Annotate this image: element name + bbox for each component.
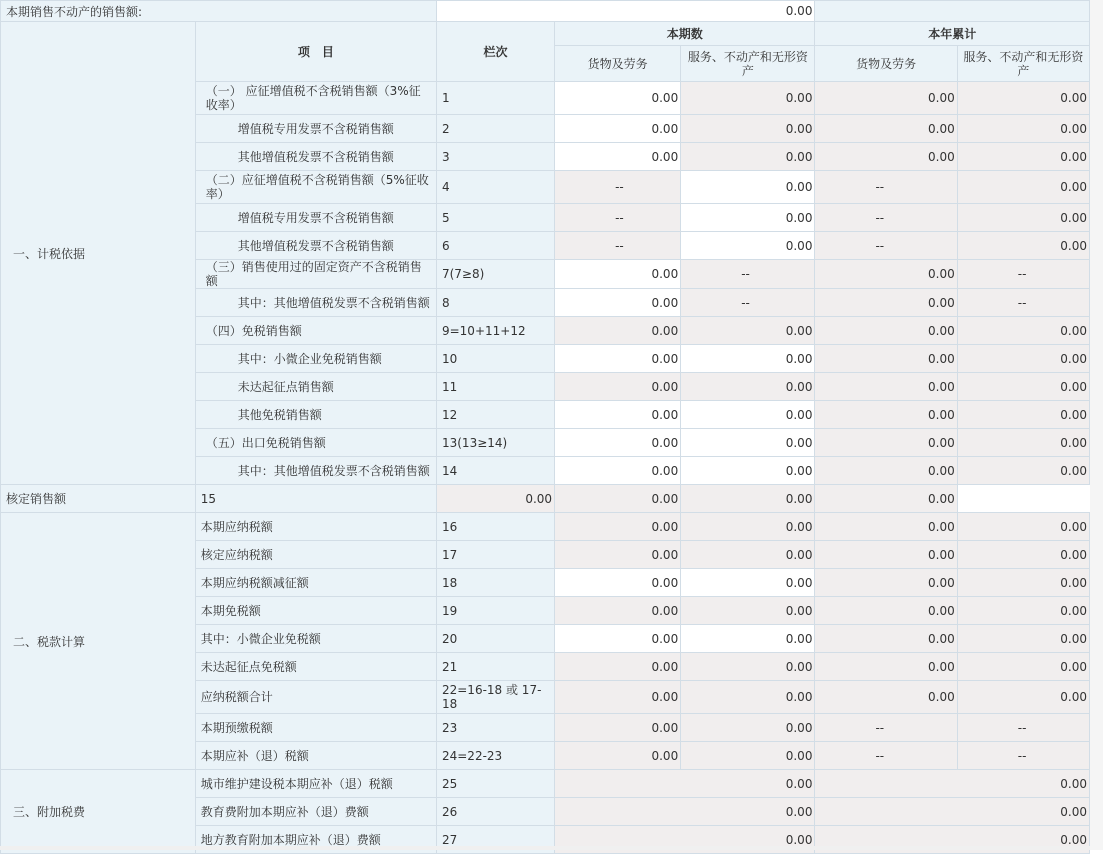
goods-current-input[interactable]: 0.00 (555, 115, 681, 143)
section-tax-basis: 一、计税依据 (1, 22, 196, 485)
services-current-input[interactable]: 0.00 (681, 569, 815, 597)
row-col-number: 24=22-23 (436, 742, 554, 770)
services-current-value: 0.00 (681, 82, 815, 115)
row-col-number: 14 (436, 457, 554, 485)
row-col-number: 22=16-18 或 17-18 (436, 681, 554, 714)
services-current-value: 0.00 (555, 485, 681, 513)
row-item-label: 本期应纳税额减征额 (195, 569, 436, 597)
row-col-number: 23 (436, 714, 554, 742)
row-col-number: 16 (436, 513, 554, 541)
goods-ytd-value: -- (815, 742, 957, 770)
services-current-input[interactable]: 0.00 (681, 401, 815, 429)
goods-current-value: -- (555, 204, 681, 232)
header-goods-ytd: 货物及劳务 (815, 46, 957, 82)
services-current-value: -- (681, 289, 815, 317)
goods-current-value: 0.00 (555, 681, 681, 714)
row-item-label: 本期应纳税额 (195, 513, 436, 541)
goods-ytd-value: -- (815, 232, 957, 260)
services-current-value: -- (681, 260, 815, 289)
ytd-value: 0.00 (815, 770, 1090, 798)
services-ytd-value: 0.00 (957, 171, 1089, 204)
row-col-number: 25 (436, 770, 554, 798)
goods-current-value: 0.00 (555, 513, 681, 541)
real-estate-sales-row (1, 1, 1090, 22)
real-estate-sales-value[interactable]: 0.00 (436, 1, 814, 22)
row-item-label: 增值税专用发票不含税销售额 (195, 115, 436, 143)
goods-ytd-value: 0.00 (815, 82, 957, 115)
header-row-1 (1, 22, 1090, 46)
goods-ytd-value: 0.00 (815, 429, 957, 457)
row-col-number: 27 (436, 826, 554, 854)
row-col-number: 12 (436, 401, 554, 429)
goods-current-input[interactable]: 0.00 (555, 457, 681, 485)
services-ytd-value: 0.00 (957, 653, 1089, 681)
row-item-label: 核定应纳税额 (195, 541, 436, 569)
ytd-value: 0.00 (815, 798, 1090, 826)
header-item: 项 目 (195, 22, 436, 82)
goods-current-value: 0.00 (555, 742, 681, 770)
current-period-value: 0.00 (555, 770, 815, 798)
row-item-label: 其中：其他增值税发票不含税销售额 (195, 289, 436, 317)
goods-current-input[interactable]: 0.00 (555, 143, 681, 171)
row-item-label: （四）免税销售额 (195, 317, 436, 345)
row-item-label: 本期应补（退）税额 (195, 742, 436, 770)
goods-ytd-value: -- (815, 714, 957, 742)
services-current-value: 0.00 (681, 742, 815, 770)
services-ytd-value: -- (957, 742, 1089, 770)
row-item-label: 城市维护建设税本期应补（退）税额 (195, 770, 436, 798)
section-tax-calculation: 二、税款计算 (1, 513, 196, 770)
row-item-label: 教育费附加本期应补（退）费额 (195, 798, 436, 826)
services-ytd-value: 0.00 (957, 401, 1089, 429)
goods-current-input[interactable]: 0.00 (555, 289, 681, 317)
row-col-number: 26 (436, 798, 554, 826)
current-period-value: 0.00 (555, 826, 815, 854)
row-col-number: 15 (195, 485, 436, 513)
goods-current-input[interactable]: 0.00 (555, 569, 681, 597)
row-col-number: 4 (436, 171, 554, 204)
services-ytd-value: 0.00 (957, 569, 1089, 597)
row-item-label: 未达起征点免税额 (195, 653, 436, 681)
services-ytd-value: 0.00 (957, 317, 1089, 345)
services-current-value: 0.00 (681, 373, 815, 401)
row-item-label: 其中：其他增值税发票不含税销售额 (195, 457, 436, 485)
services-current-value: 0.00 (681, 653, 815, 681)
row-col-number: 3 (436, 143, 554, 171)
services-current-value: 0.00 (681, 115, 815, 143)
row-item-label: 未达起征点销售额 (195, 373, 436, 401)
row-col-number: 8 (436, 289, 554, 317)
goods-ytd-value: 0.00 (815, 401, 957, 429)
services-current-value: 0.00 (681, 513, 815, 541)
goods-ytd-value: 0.00 (815, 569, 957, 597)
goods-current-input[interactable]: 0.00 (555, 345, 681, 373)
services-ytd-value: 0.00 (957, 457, 1089, 485)
goods-ytd-value: 0.00 (815, 597, 957, 625)
row-item-label: 本期预缴税额 (195, 714, 436, 742)
horizontal-scrollbar[interactable] (0, 846, 1090, 850)
table-row (1, 770, 1090, 798)
services-current-input[interactable]: 0.00 (681, 171, 815, 204)
goods-ytd-value: 0.00 (815, 289, 957, 317)
row-item-label: 其他增值税发票不含税销售额 (195, 232, 436, 260)
services-current-value: 0.00 (681, 317, 815, 345)
services-ytd-value: -- (957, 714, 1089, 742)
goods-current-value: 0.00 (555, 317, 681, 345)
row-col-number: 2 (436, 115, 554, 143)
goods-ytd-value: 0.00 (815, 681, 957, 714)
goods-current-input[interactable]: 0.00 (555, 82, 681, 115)
services-current-value: 0.00 (681, 597, 815, 625)
goods-ytd-value: 0.00 (815, 373, 957, 401)
services-ytd-value: 0.00 (957, 681, 1089, 714)
vertical-scrollbar[interactable] (1090, 0, 1103, 850)
goods-ytd-value: 0.00 (815, 345, 957, 373)
real-estate-sales-label: 本期销售不动产的销售额: (1, 1, 437, 22)
table-row (1, 485, 1090, 513)
row-item-label: 增值税专用发票不含税销售额 (195, 204, 436, 232)
services-ytd-value: 0.00 (957, 541, 1089, 569)
services-ytd-value: 0.00 (815, 485, 957, 513)
row-col-number: 1 (436, 82, 554, 115)
goods-current-value: -- (555, 171, 681, 204)
goods-current-value: 0.00 (555, 653, 681, 681)
row-col-number: 10 (436, 345, 554, 373)
goods-ytd-value: 0.00 (815, 457, 957, 485)
goods-ytd-value: 0.00 (815, 653, 957, 681)
services-current-input[interactable]: 0.00 (681, 429, 815, 457)
row-col-number: 5 (436, 204, 554, 232)
services-current-value: 0.00 (681, 541, 815, 569)
header-goods-current: 货物及劳务 (555, 46, 681, 82)
row-col-number: 6 (436, 232, 554, 260)
row-item-label: 其中：小微企业免税额 (195, 625, 436, 653)
current-period-value: 0.00 (555, 798, 815, 826)
goods-current-value: -- (555, 232, 681, 260)
row-col-number: 18 (436, 569, 554, 597)
services-current-value: 0.00 (681, 143, 815, 171)
goods-current-input[interactable]: 0.00 (555, 625, 681, 653)
services-current-value: 0.00 (681, 714, 815, 742)
table-row (1, 513, 1090, 541)
services-ytd-value: 0.00 (957, 204, 1089, 232)
row-col-number: 21 (436, 653, 554, 681)
row-item-label: （三）销售使用过的固定资产不含税销售额 (195, 260, 436, 289)
row-item-label: 地方教育附加本期应补（退）费额 (195, 826, 436, 854)
services-ytd-value: 0.00 (957, 513, 1089, 541)
services-ytd-value: 0.00 (957, 429, 1089, 457)
goods-current-value: 0.00 (555, 373, 681, 401)
services-current-value: 0.00 (681, 681, 815, 714)
row-col-number: 7(7≥8) (436, 260, 554, 289)
services-ytd-value: 0.00 (957, 82, 1089, 115)
goods-current-value: 0.00 (555, 541, 681, 569)
header-year-to-date: 本年累计 (815, 22, 1090, 46)
services-current-input[interactable]: 0.00 (681, 204, 815, 232)
row-item-label: 其他免税销售额 (195, 401, 436, 429)
goods-current-value: 0.00 (555, 597, 681, 625)
services-ytd-value: 0.00 (957, 143, 1089, 171)
services-ytd-value: -- (957, 260, 1089, 289)
goods-ytd-value: 0.00 (815, 260, 957, 289)
goods-ytd-value: 0.00 (815, 625, 957, 653)
ytd-value: 0.00 (815, 826, 1090, 854)
goods-current-value: 0.00 (555, 714, 681, 742)
row-item-label: 应纳税额合计 (195, 681, 436, 714)
services-ytd-value: 0.00 (957, 597, 1089, 625)
row-item-label: 其他增值税发票不含税销售额 (195, 143, 436, 171)
row-col-number: 11 (436, 373, 554, 401)
goods-current-value: 0.00 (436, 485, 554, 513)
services-current-input[interactable]: 0.00 (681, 345, 815, 373)
services-current-input[interactable]: 0.00 (681, 232, 815, 260)
header-current-period: 本期数 (555, 22, 815, 46)
services-ytd-value: 0.00 (957, 232, 1089, 260)
header-services-ytd: 服务、不动产和无形资产 (957, 46, 1089, 82)
header-services-current: 服务、不动产和无形资产 (681, 46, 815, 82)
section-surcharges: 三、附加税费 (1, 770, 196, 854)
row-item-label: （一） 应征增值税不含税销售额（3%征收率） (195, 82, 436, 115)
row-col-number: 19 (436, 597, 554, 625)
services-current-input[interactable]: 0.00 (681, 625, 815, 653)
row-col-number: 17 (436, 541, 554, 569)
goods-ytd-value: 0.00 (815, 115, 957, 143)
row-item-label: 核定销售额 (1, 485, 196, 513)
goods-ytd-value: 0.00 (815, 541, 957, 569)
goods-current-input[interactable]: 0.00 (555, 429, 681, 457)
row-item-label: 其中：小微企业免税销售额 (195, 345, 436, 373)
services-ytd-value: -- (957, 289, 1089, 317)
goods-ytd-value: 0.00 (815, 317, 957, 345)
services-ytd-value: 0.00 (957, 115, 1089, 143)
goods-current-input[interactable]: 0.00 (555, 401, 681, 429)
goods-current-input[interactable]: 0.00 (555, 260, 681, 289)
row-col-number: 13(13≥14) (436, 429, 554, 457)
services-ytd-value: 0.00 (957, 625, 1089, 653)
header-col: 栏次 (436, 22, 554, 82)
services-current-input[interactable]: 0.00 (681, 457, 815, 485)
goods-ytd-value: -- (815, 204, 957, 232)
goods-ytd-value: 0.00 (681, 485, 815, 513)
goods-ytd-value: 0.00 (815, 513, 957, 541)
goods-ytd-value: 0.00 (815, 143, 957, 171)
row-item-label: 本期免税额 (195, 597, 436, 625)
row-col-number: 9=10+11+12 (436, 317, 554, 345)
goods-ytd-value: -- (815, 171, 957, 204)
row-item-label: （五）出口免税销售额 (195, 429, 436, 457)
row-item-label: （二）应征增值税不含税销售额（5%征收率） (195, 171, 436, 204)
services-ytd-value: 0.00 (957, 345, 1089, 373)
real-estate-empty-cell (815, 1, 1090, 22)
row-col-number: 20 (436, 625, 554, 653)
services-ytd-value: 0.00 (957, 373, 1089, 401)
